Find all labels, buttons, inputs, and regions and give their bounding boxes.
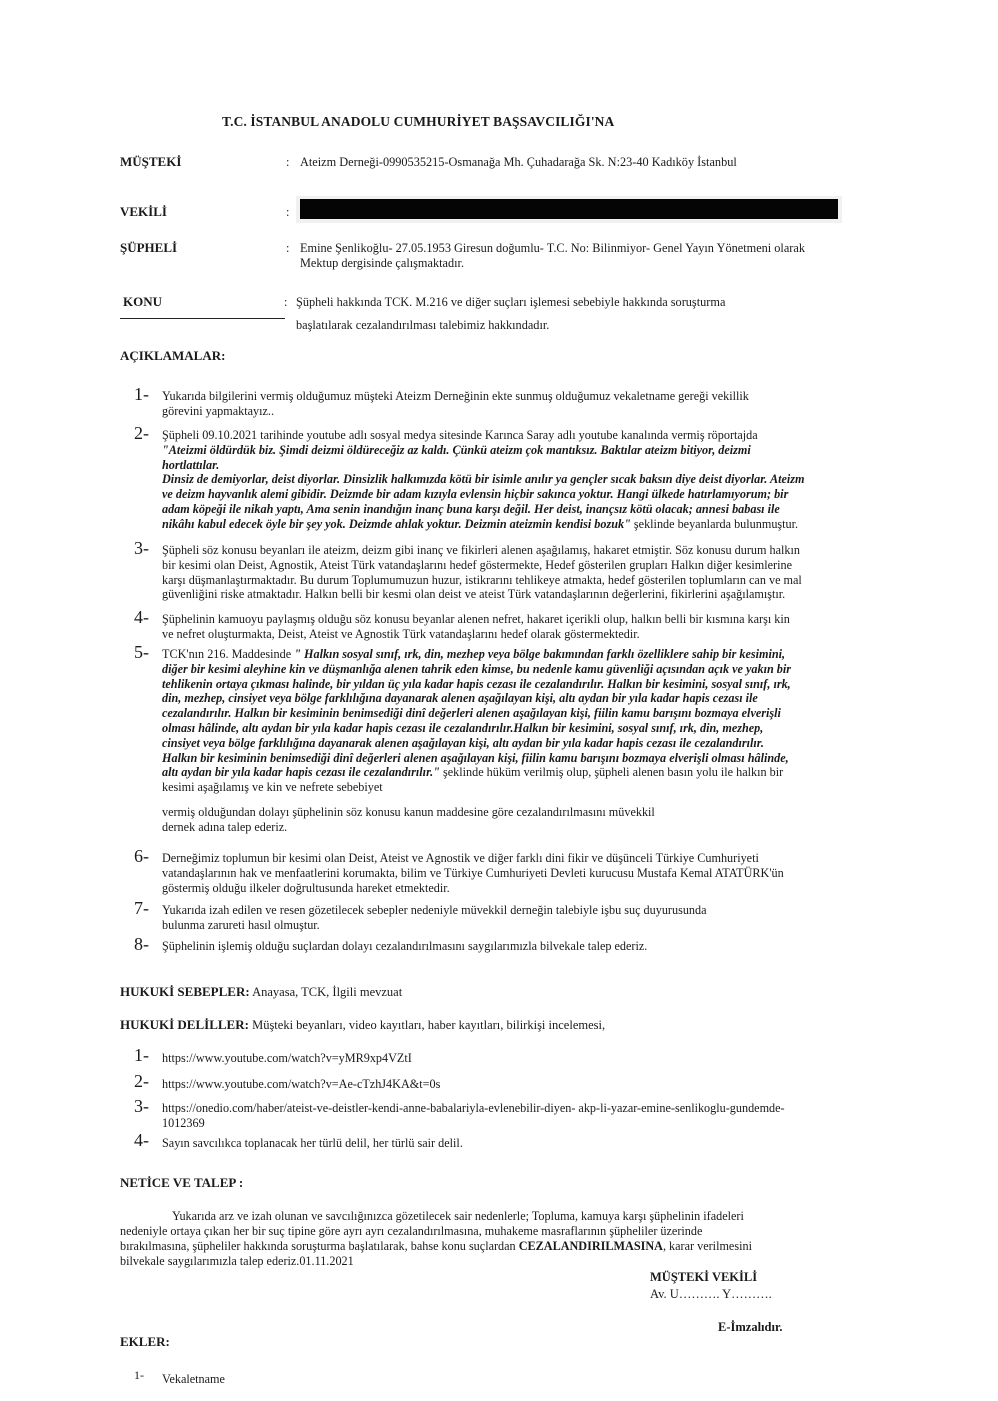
netice-heading: NETİCE VE TALEP : <box>120 1175 244 1190</box>
musteki-colon: : <box>286 155 290 169</box>
text-line: vatandaşlarının hak ve menfaatlerini korumakta, bilim ve Türkiye Cumhuriyeti Devleti kurucusu Mustafa Kemal ATATÜRK'ün <box>162 865 784 880</box>
quote-line: " Halkın sosyal sınıf, ırk, din, mezhep veya bölge bakımından farklı özelliklere sahip bir kesimini, <box>294 647 786 661</box>
text-line: göstermiş olduğu ilkeler doğrultusunda hareket etmektedir. <box>162 880 450 895</box>
signature-title: MÜŞTEKİ VEKİLİ <box>650 1270 758 1284</box>
quote-line: nikâhı kabul edecek öyle bir şey yok. Deizmde ahlak yoktur. Deizmin ateizmin kendisi bozuk" <box>162 516 631 531</box>
musteki-value: Ateizm Derneği-0990535215-Osmanağa Mh. Çuhadarağa Sk. N:23-40 Kadıköy İstanbul <box>300 155 737 169</box>
document-title: T.C. İSTANBUL ANADOLU CUMHURİYET BAŞSAVCILIĞI'NA <box>222 114 615 129</box>
konu-value-line-1: Şüpheli hakkında TCK. M.216 ve diğer suçları işlemesi sebebiyle hakkında soruşturma <box>296 295 726 309</box>
text-line: 1012369 <box>162 1115 205 1130</box>
aciklama-item-3 <box>162 543 874 602</box>
text-line: Derneğimiz toplumun bir kesimi olan Deist, Ateist ve Agnostik ve diğer farklı dini fikir ve düşünceli Türkiye Cumhuriyeti <box>162 851 759 865</box>
quote-line: Dinsiz de demiyorlar, deist diyorlar. Dinsizlik halkımızda kötü bir isimle anılır ya gençler sıcak baksın diye deist diyorlar. Ateizm <box>162 472 805 487</box>
signature-name: Av. U………. Y………. <box>650 1287 772 1301</box>
text-line: , karar verilmesini <box>662 1239 752 1253</box>
ekler-heading: EKLER: <box>120 1334 170 1349</box>
item-number: 6- <box>134 846 149 866</box>
hukuki-deliller <box>120 1017 605 1033</box>
evidence-item-4: Sayın savcılıkca toplanacak her türlü delil, her türlü sair delil. <box>162 1136 463 1150</box>
vekili-label: VEKİLİ <box>120 204 167 219</box>
item-number: 1- <box>134 1045 149 1065</box>
quote-line: Halkın bir kesiminin benimsediği dinî değerleri alenen aşağılayan kişi, fiilin kamu barışını bozmaya elverişli olması hâlinde, <box>162 750 789 765</box>
text-line: TCK'nın 216. Maddesinde <box>162 647 295 661</box>
aciklama-item-1 <box>162 389 874 419</box>
quote-line: olması hâlinde, altı aydan bir yıla kadar hapis cezası ile cezalandırılır.Halkın bir kesimini, sosyal sınıf, ırk, din, mezhep, <box>162 720 764 735</box>
quote-line: din, mezhep, cinsiyet veya bölge farklılığına dayanarak alenen aşağılayan kişi, altı aydan bir yıla kadar hapis cezası ile <box>162 691 758 706</box>
quote-line: cinsiyet veya bölge farklılığına dayanarak alenen aşağılayan kişi, altı aydan bir yıla kadar hapis cezası ile cezalandırılır. <box>162 735 764 750</box>
quote-line: ve deizm hayvanlık alemi gibidir. Deizmde bir adam kızıyla evlensin hiçbir sakınca yoktur. Hangi ülkede hatırlamıyorum; bir <box>162 487 789 502</box>
item-number: 2- <box>134 423 149 443</box>
evidence-link-2[interactable]: https://www.youtube.com/watch?v=Ae-cTzhJ4KA&t=0s <box>162 1077 441 1091</box>
item-number: 3- <box>134 1096 149 1116</box>
item-number: 1- <box>134 1368 144 1382</box>
aciklama-item-6 <box>162 851 874 895</box>
aciklama-item-4 <box>162 612 874 642</box>
evidence-link-1[interactable]: https://www.youtube.com/watch?v=yMR9xp4VZtI <box>162 1051 412 1065</box>
supheli-label: ŞÜPHELİ <box>120 240 178 255</box>
quote-line: "Ateizmi öldürdük biz. Şimdi deizmi öldüreceğiz az kaldı. Çünkü ateizm çok mantıksız. Baktılar ateizm bitiyor, deizmi <box>162 442 751 457</box>
item-number: 5- <box>134 642 149 662</box>
konu-label: KONU <box>123 294 162 309</box>
quote-line: hortlattılar. <box>162 457 220 472</box>
item-number: 3- <box>134 538 149 558</box>
netice-paragraph <box>120 1209 840 1269</box>
aciklama-item-5 <box>162 647 874 835</box>
aciklamalar-heading: AÇIKLAMALAR: <box>120 348 226 363</box>
text-line: dernek adına talep ederiz. <box>162 819 288 834</box>
supheli-value-line-1: Emine Şenlikoğlu- 27.05.1953 Giresun doğumlu- T.C. No: Bilinmiyor- Genel Yayın Yönetmeni olarak <box>300 241 806 255</box>
hukuki-deliller-label: HUKUKİ DELİLLER: <box>120 1017 249 1032</box>
text-line: ve nefret oluşturmakta, Deist, Ateist ve Agnostik Türk vatandaşlarını hedef olarak göstermektedir. <box>162 626 640 641</box>
konu-colon: : <box>284 295 288 309</box>
attachment-vekaletname: Vekaletname <box>162 1372 225 1386</box>
text-line: şeklinde hüküm verilmiş olup, şüpheli alenen basın yolu ile halkın bir <box>439 765 784 780</box>
item-number: 1- <box>134 384 149 404</box>
text-line: nedeniyle ortaya çıkan her bir suç tipine göre ayrı ayrı cezalandırılmasına, muhakeme masraflarının şüpheliler üzerinde <box>120 1224 703 1238</box>
spacer <box>162 795 874 805</box>
hukuki-sebepler <box>120 984 402 1000</box>
hukuki-sebepler-value: Anayasa, TCK, İlgili mevzuat <box>249 985 403 999</box>
text-line: kesimi aşağılamış ve kin ve nefrete sebebiyet <box>162 780 383 795</box>
item-number: 4- <box>134 607 149 627</box>
text-line: Yukarıda bilgilerini vermiş olduğumuz müşteki Ateizm Derneğinin ekte sunmuş olduğumuz vekaletname gereği vekillik <box>162 389 749 403</box>
text-line: görevini yapmaktayız.. <box>162 403 275 418</box>
text-line: Şüphelinin işlemiş olduğu suçlardan dolayı cezalandırılmasını saygılarımızla bilvekale talep ederiz. <box>162 939 648 953</box>
musteki-label: MÜŞTEKİ <box>120 154 182 169</box>
text-line: Şüpheli 09.10.2021 tarihinde youtube adlı sosyal medya sitesinde Karınca Saray adlı youtube kanalında vermiş röportajda <box>162 428 758 442</box>
hukuki-deliller-value: Müşteki beyanları, video kayıtları, haber kayıtları, bilirkişi incelemesi, <box>248 1018 606 1032</box>
text-line: bırakılmasına, şüpheliler hakkında soruşturma başlatılarak, bahse konu suçlardan <box>120 1239 519 1253</box>
quote-line: diğer bir kesimi aleyhine kin ve düşmanlığa alenen tahrik eden kimse, bu nedenle kamu güvenliği açısından açık ve yakın bir <box>162 661 792 676</box>
quote-line: adam köpeği ile nikah yaptı, Ama senin inandığın inanç buna karşı değil. Her deist, inançsız kötü olacak; annesi babası ile <box>162 501 780 516</box>
text-line: Yukarıda arz ve izah olunan ve savcılığınızca gözetilecek sair nedenlerle; Topluma, kamuya karşı şüphelinin ifadeleri <box>172 1209 744 1223</box>
text-line: güvenliğini riske atmaktadır. Halkın belli bir kesmi olan deist ve ateist Türk vatandaşlarının değerlerini, fikirlerini aşağılamıştır. <box>162 587 786 602</box>
item-number: 4- <box>134 1130 149 1150</box>
vekili-colon: : <box>286 205 290 219</box>
text-line: Şüphelinin kamuoyu paylaşmış olduğu söz konusu beyanlar alenen nefret, hakaret içerikli olup, halkın belli bir kısmına karşı kin <box>162 612 790 626</box>
aciklama-item-7 <box>162 903 874 933</box>
hukuki-sebepler-label: HUKUKİ SEBEPLER: <box>120 984 250 999</box>
item-number: 7- <box>134 898 149 918</box>
aciklama-item-2 <box>162 428 874 532</box>
quote-line: tehlikenin ortaya çıkması halinde, bir yıldan üç yıla kadar hapis cezası ile cezalandırılır. Halkın bir kesimini, sosyal sınıf, ırk, <box>162 676 791 691</box>
item-number: 2- <box>134 1071 149 1091</box>
text-line: bir kesimi olan Deist, Agnostik, Ateist Türk vatandaşlarını hedef göstermekte, Hedef gösterilen grupları Halkın diğer kesimlerine <box>162 557 792 572</box>
text-line: bilvekale saygılarımızla talep ederiz.01.11.2021 <box>120 1254 354 1268</box>
redacted-attorney-info <box>300 199 838 219</box>
evidence-link-3[interactable] <box>162 1101 785 1131</box>
e-signature-note: E-İmzalıdır. <box>718 1320 783 1334</box>
text-line: karşı düşmanlaştırmaktadır. Bu durum Toplumumuzun huzur, istikrarını tehlikeye atmakta, hedef gösterilen toplumların can ve mal <box>162 572 802 587</box>
aciklama-item-8 <box>162 939 874 954</box>
text-line: şeklinde beyanlarda bulunmuştur. <box>630 516 799 531</box>
text-line: https://onedio.com/haber/ateist-ve-deistler-kendi-anne-babalariyla-evlenebilir-diyen- akp-li-yazar-emine-senlikoglu-gundemde- <box>162 1101 785 1115</box>
konu-underline <box>120 318 285 319</box>
supheli-colon: : <box>286 241 290 255</box>
item-number: 8- <box>134 934 149 954</box>
bold-word: CEZALANDIRILMASINA <box>518 1239 663 1253</box>
text-line: Şüpheli söz konusu beyanları ile ateizm, deizm gibi inanç ve fikirleri alenen aşağılamış, hakaret etmiştir. Söz konusu durum halkın <box>162 543 800 557</box>
text-line: vermiş olduğundan dolayı şüphelinin söz konusu kanun maddesine göre cezalandırılmasını müvekkil <box>162 804 655 819</box>
quote-line: altı aydan bir yıla kadar hapis cezası ile cezalandırılır." <box>162 765 440 780</box>
supheli-value-line-2: Mektup dergisinde çalışmaktadır. <box>300 256 465 270</box>
quote-line: cezalandırılır. Halkın bir kesiminin benimsediği dinî değerleri alenen aşağılayan kişi, fiilin kamu barışını bozmaya elverişli <box>162 706 781 721</box>
konu-value-line-2: başlatılarak cezalandırılması talebimiz hakkındadır. <box>296 318 550 332</box>
text-line: bulunma zarureti hasıl olmuştur. <box>162 917 320 932</box>
text-line: Yukarıda izah edilen ve resen gözetilecek sebepler nedeniyle müvekkil derneğin talebiyle işbu suç duyurusunda <box>162 903 707 917</box>
